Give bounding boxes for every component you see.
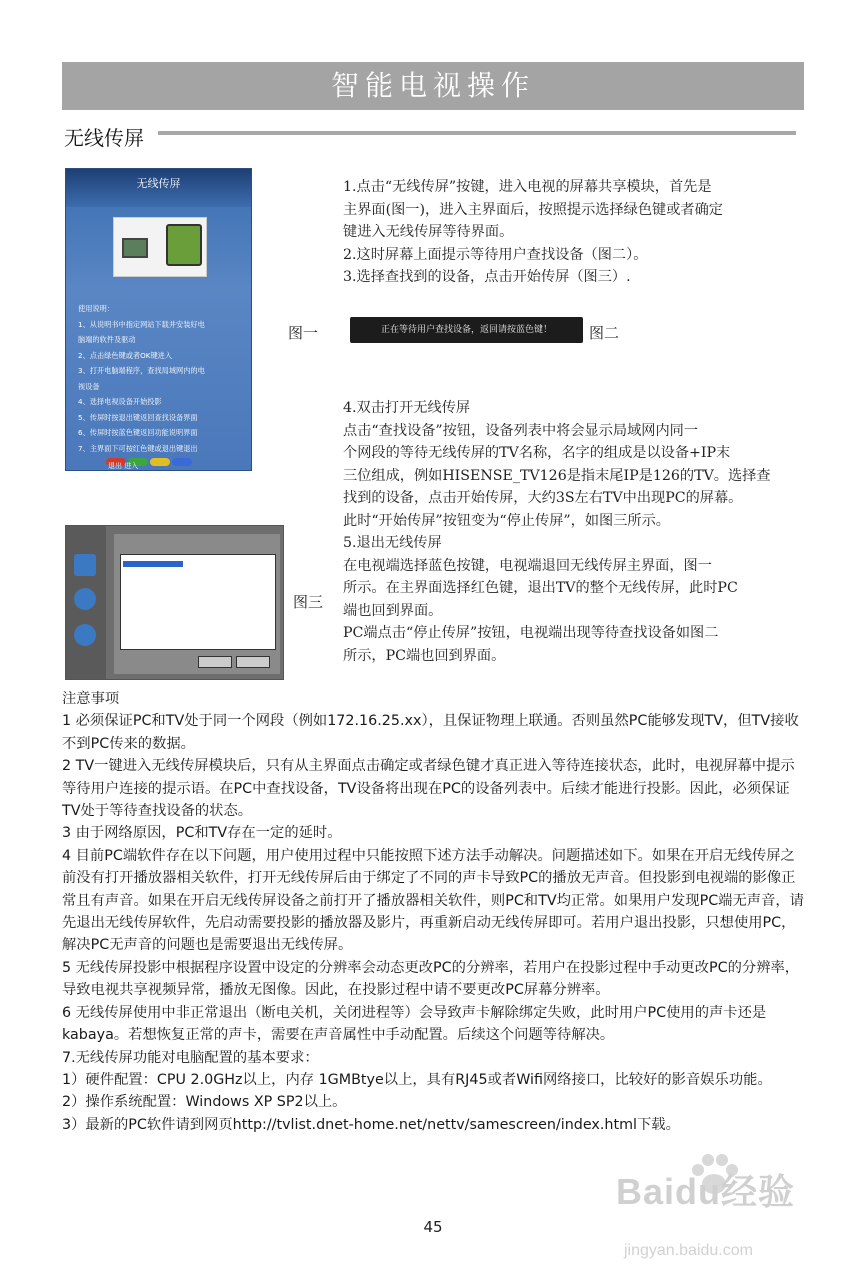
note-item: 2 TV一键进入无线传屏模块后，只有从主界面点击确定或者绿色键才真正进入等待连接状态，此时，电视屏幕中提示等待用户连接的提示语。在PC中查找设备，TV设备将出现在PC的设备列表中。后续才能进行投影。因此，必须保证TV处于等待查找设备的状态。 xyxy=(62,758,795,820)
notes-section xyxy=(62,688,804,1136)
fig1-illustration xyxy=(113,217,207,277)
watermark-url: jingyan.baidu.com xyxy=(624,1242,753,1259)
usage-line: 5、传屏时按退出键返回查找设备界面 xyxy=(78,412,198,422)
figure-2-message-bar: 正在等待用户查找设备，返回请按蓝色键！ xyxy=(350,317,583,343)
note-item: 2）操作系统配置：Windows XP SP2以上。 xyxy=(62,1094,347,1111)
page-banner: 智能电视操作 xyxy=(62,62,804,110)
notes-heading: 注意事项 xyxy=(62,691,120,707)
step5-line: 端也回到界面。 xyxy=(343,602,443,619)
note-item: 4 目前PC端软件存在以下问题，用户使用过程中只能按照下述方法手动解决。问题描述如下。如果在开启无线传屏之前没有打开播放器相关软件，打开无线传屏后由于绑定了不同的声卡导致PC的播放无声音。但投影到电视端的影像正常且有声音。如果在开启无线传屏设备之前打开了播放器相关软件，则PC和TV均正常。如果用户发现PC端无声音，请先退出无线传屏软件，先启动需要投影的播放器及影片，再重新启动无线传屏即可。若用户退出投影，只想使用PC，解决PC无声音的问题也是需要退出无线传屏。 xyxy=(62,847,804,954)
selected-device-row xyxy=(123,561,183,567)
step5-line: 所示，PC端也回到界面。 xyxy=(343,647,506,664)
usage-line: 2、点击绿色键或者OK键进入 xyxy=(78,350,173,360)
usage-line: 使用说明： xyxy=(78,304,114,313)
fig1-screen-title: 无线传屏 xyxy=(136,177,181,190)
device-list xyxy=(120,554,276,650)
step-4 xyxy=(343,397,803,532)
intro-line: 键进入无线传屏等待界面。 xyxy=(343,224,514,240)
section-title: 无线传屏 xyxy=(64,126,144,150)
fig1-bottom-labels: 退出 进入 xyxy=(108,462,139,470)
baidu-watermark xyxy=(594,1150,804,1270)
step4-line: 点击“查找设备”按钮，设备列表中将会显示局域网内同一 xyxy=(343,422,699,439)
fig3-sidebar xyxy=(66,526,106,679)
step5-line: 5.退出无线传屏 xyxy=(343,535,442,551)
usage-line: 1、从说明书中指定网站下载并安装好电 xyxy=(78,319,205,329)
page-number: 45 xyxy=(423,1218,443,1236)
note-item: 3 由于网络原因，PC和TV存在一定的延时。 xyxy=(62,825,342,842)
usage-line: 视设备 xyxy=(78,381,100,391)
settings-icon xyxy=(74,588,96,610)
step-5 xyxy=(343,532,803,667)
intro-line: 2.这时屏幕上面提示等待用户查找设备（图二）。 xyxy=(343,246,648,263)
screen-cast-icon xyxy=(74,554,96,576)
figure-1-label: 图一 xyxy=(288,324,319,342)
usage-line: 4、选择电视设备开始投影 xyxy=(78,397,162,406)
figure-2-label: 图二 xyxy=(589,324,620,342)
figure-1-screen xyxy=(65,168,252,471)
figure-3-window xyxy=(65,525,284,680)
intro-line: 1.点击“无线传屏”按键，进入电视的屏幕共享模块，首先是 xyxy=(343,179,712,195)
note-item: 1）硬件配置：CPU 2.0GHz以上，内存 1GMBtye以上，具有RJ45或者Wifi网络接口，比较好的影音娱乐功能。 xyxy=(62,1071,772,1088)
section-divider xyxy=(158,131,796,135)
step4-line: 三位组成，例如HISENSE_TV126是指末尾IP是126的TV。选择查 xyxy=(343,467,771,484)
fig3-device-panel xyxy=(114,534,280,674)
usage-line: 7、主界面下可按红色键或退出键退出 xyxy=(78,443,198,453)
note-item: 3）最新的PC软件请到网页http://tvlist.dnet-home.net/nettv/samescreen/index.html下载。 xyxy=(62,1116,680,1133)
figure-3-label: 图三 xyxy=(293,593,324,611)
step4-line: 4.双击打开无线传屏 xyxy=(343,400,471,416)
step4-line: 个网段的等待无线传屏的TV名称，名字的组成是以设备+IP末 xyxy=(343,445,731,461)
step5-line: 在电视端选择蓝色按键，电视端退回无线传屏主界面，图一 xyxy=(343,557,712,574)
intro-line: 主界面(图一)，进入主界面后，按照提示选择绿色键或者确定 xyxy=(343,201,723,218)
blue-key-icon xyxy=(172,458,192,466)
watermark-brand: Baidu经验 xyxy=(616,1171,796,1212)
start-cast-button xyxy=(236,656,270,668)
usage-line: 6、传屏时按蓝色键返回功能说明界面 xyxy=(78,428,198,437)
note-item: 5 无线传屏投影中根据程序设置中设定的分辨率会动态更改PC的分辨率，若用户在投影过程中手动更改PC的分辨率，导致电视共享视频异常，播放无图像。因此，在投影过程中请不要更改PC屏幕分辨率。 xyxy=(62,959,800,999)
intro-line: 3.选择查找到的设备，点击开始传屏（图三）. xyxy=(343,269,631,285)
note-item: 6 无线传屏使用中非正常退出（断电关机，关闭进程等）会导致声卡解除绑定失败，此时用户PC使用的声卡还是kabaya。若想恢复正常的声卡，需要在声音属性中手动配置。后续这个问题等待解决。 xyxy=(62,1004,767,1044)
step5-line: PC端点击“停止传屏”按钮，电视端出现等待查找设备如图二 xyxy=(343,625,719,641)
find-device-button xyxy=(198,656,232,668)
laptop-icon xyxy=(122,238,148,258)
tablet-icon xyxy=(166,224,202,266)
usage-line: 3、打开电脑端程序，查找局域网内的电 xyxy=(78,366,205,375)
yellow-key-icon xyxy=(150,458,170,466)
usage-line: 脑端的软件及驱动 xyxy=(78,335,136,344)
note-item: 1 必须保证PC和TV处于同一个网段（例如172.16.25.xx），且保证物理上联通。否则虽然PC能够发现TV，但TV接收不到PC传来的数据。 xyxy=(62,713,799,752)
step5-line: 所示。在主界面选择红色键，退出TV的整个无线传屏，此时PC xyxy=(343,580,738,596)
note-item: 7.无线传屏功能对电脑配置的基本要求： xyxy=(62,1049,319,1066)
step4-line: 找到的设备，点击开始传屏，大约3S左右TV中出现PC的屏幕。 xyxy=(343,490,743,506)
fig1-usage-text xyxy=(78,301,246,456)
step4-line: 此时“开始传屏”按钮变为“停止传屏”，如图三所示。 xyxy=(343,512,670,529)
intro-steps xyxy=(343,176,803,289)
help-icon xyxy=(74,624,96,646)
